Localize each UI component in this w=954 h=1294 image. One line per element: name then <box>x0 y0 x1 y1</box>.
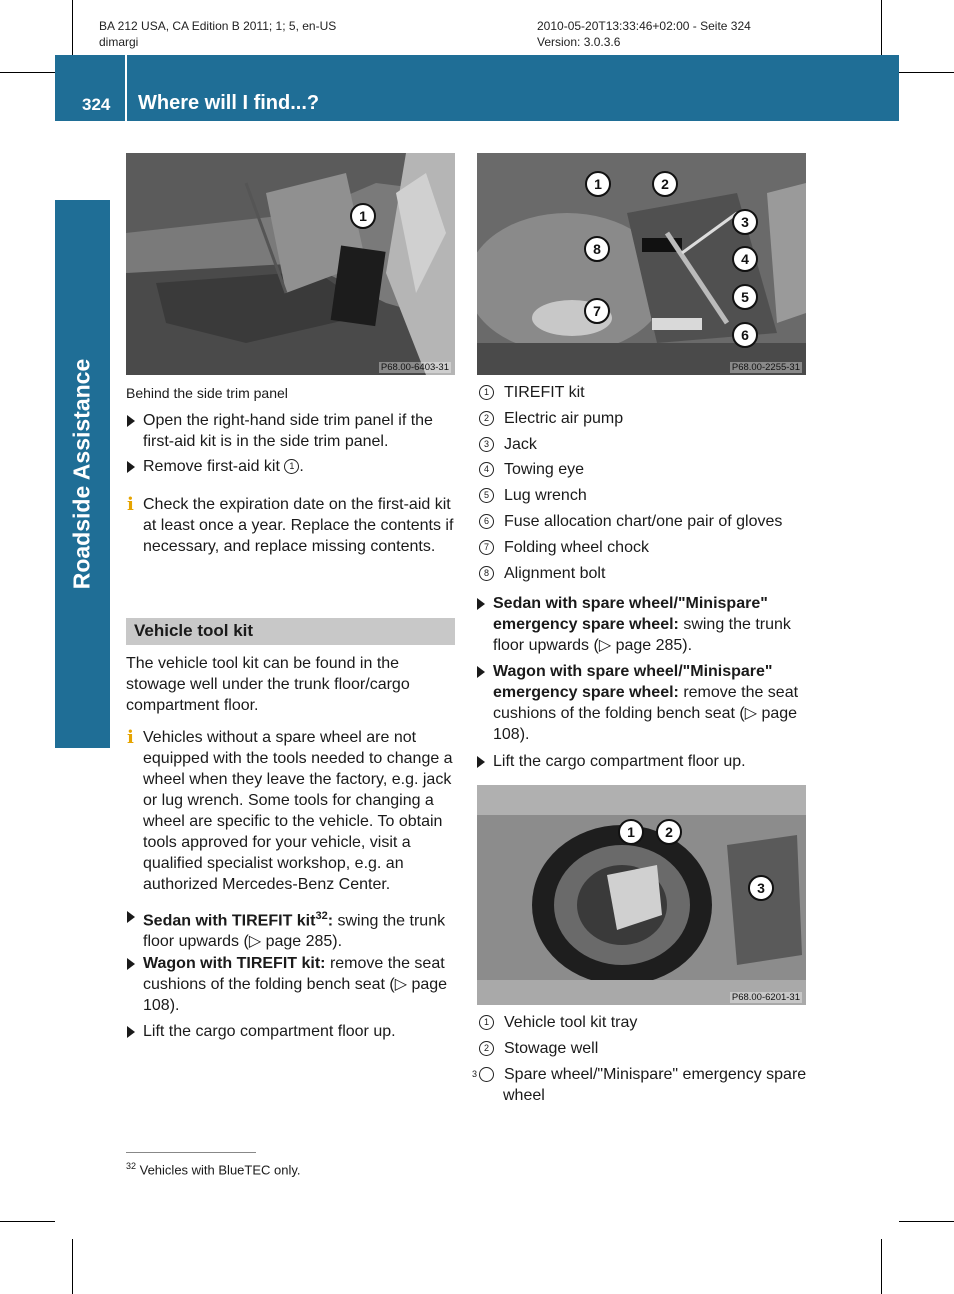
body-paragraph: The vehicle tool kit can be found in the stowage well under the trunk floor/cargo compartment floor. <box>126 655 410 714</box>
callout-marker: 1 <box>618 819 644 845</box>
legend-item <box>479 1038 598 1059</box>
instruction-step <box>143 456 458 477</box>
legend-item <box>479 1012 637 1033</box>
callout-marker: 2 <box>656 819 682 845</box>
info-note <box>127 727 459 895</box>
instruction-step <box>143 1021 459 1042</box>
legend-item <box>479 459 584 480</box>
instruction-step <box>143 410 458 452</box>
info-text: Check the expiration date on the first-aid kit at least once a year. Replace the contents if necessary, and replace missing contents. <box>143 496 454 555</box>
callout-marker: 7 <box>584 298 610 324</box>
step-arrow-icon <box>477 666 485 678</box>
legend-item <box>479 434 537 455</box>
legend-item <box>479 563 605 584</box>
crop-mark <box>881 0 882 55</box>
step-arrow-icon <box>477 598 485 610</box>
callout-marker: 2 <box>652 171 678 197</box>
instruction-step <box>143 906 459 952</box>
legend-number: 7 <box>479 540 494 555</box>
instruction-step <box>493 593 809 656</box>
step-bold: Sedan with spare wheel/"Minispare" emergency spare wheel: <box>493 595 768 633</box>
legend-text: Jack <box>504 436 537 453</box>
step-text: remove the seat cushions of the folding bench seat (▷ page 108). <box>493 684 799 743</box>
page-number: 324 <box>82 95 111 114</box>
info-icon: i <box>127 727 134 748</box>
first-aid-kit-photo <box>126 153 455 375</box>
legend-item <box>471 1064 813 1106</box>
step-bold-colon: : <box>327 912 334 930</box>
step-text: remove the seat cushions of the folding bench seat (▷ page 108). <box>143 955 448 1014</box>
callout-marker: 1 <box>585 171 611 197</box>
spare-wheel-photo <box>477 785 806 1005</box>
footnote-rule <box>126 1152 256 1153</box>
legend-number: 2 <box>479 411 494 426</box>
legend-number: 4 <box>479 462 494 477</box>
legend-number: 5 <box>479 488 494 503</box>
legend-number: 1 <box>479 1015 494 1030</box>
step-arrow-icon <box>127 958 135 970</box>
print-meta-left <box>99 18 336 50</box>
footnote <box>126 1158 301 1178</box>
legend-item <box>479 382 585 403</box>
callout-marker: 1 <box>350 203 376 229</box>
legend-item <box>479 511 782 532</box>
instruction-step <box>493 751 809 772</box>
step-arrow-icon <box>127 415 135 427</box>
figure-code: P68.00-6201-31 <box>731 992 800 1003</box>
tool-kit-photo <box>477 153 806 375</box>
legend-text: Vehicle tool kit tray <box>504 1014 638 1031</box>
meta-line: BA 212 USA, CA Edition B 2011; 1; 5, en-US <box>99 19 337 33</box>
step-bold: Wagon with spare wheel/"Minispare" emergency spare wheel: <box>493 663 773 701</box>
footnote-number: 32 <box>126 1161 137 1171</box>
step-arrow-icon <box>477 756 485 768</box>
legend-text: Folding wheel chock <box>504 539 649 556</box>
callout-marker: 4 <box>732 246 758 272</box>
legend-number: 2 <box>479 1041 494 1056</box>
legend-text: Stowage well <box>504 1040 599 1057</box>
section-heading <box>126 618 455 645</box>
crop-mark <box>899 72 954 73</box>
figure-caption: Behind the side trim panel <box>126 385 288 401</box>
step-text: Lift the cargo compartment floor up. <box>143 1023 396 1040</box>
crop-mark <box>0 1221 55 1222</box>
step-arrow-icon <box>127 1026 135 1038</box>
callout-marker: 5 <box>732 284 758 310</box>
legend-text: Spare wheel/"Minispare" emergency spare wheel <box>503 1066 807 1104</box>
step-text: swing the trunk floor upwards (▷ page 285). <box>493 616 791 654</box>
legend-text: Towing eye <box>504 461 585 478</box>
meta-line: Version: 3.0.3.6 <box>537 35 621 49</box>
step-text-end: . <box>299 458 304 475</box>
section-title: Vehicle tool kit <box>134 621 254 640</box>
step-text: Lift the cargo compartment floor up. <box>493 753 746 770</box>
crop-mark <box>0 72 55 73</box>
legend-text: Alignment bolt <box>504 565 606 582</box>
figure-code: P68.00-6403-31 <box>380 362 449 373</box>
instruction-step <box>493 661 809 745</box>
legend-number: 8 <box>479 566 494 581</box>
crop-mark <box>899 1221 954 1222</box>
legend-number: 3 <box>479 437 494 452</box>
info-text: Vehicles without a spare wheel are not equipped with the tools needed to change a wheel when they leave the factory, e.g. jack or lug wrench. Some tools for changing a wheel are specific to the vehicle. To obtain tools approved for your vehicle, visit a qualified specialist workshop, e.g. an authorized Mercedes-Benz Center. <box>143 729 453 893</box>
page-title: Where will I find...? <box>138 92 320 114</box>
step-bold: Sedan with TIREFIT kit <box>143 912 316 930</box>
callout-marker: 3 <box>748 875 774 901</box>
legend-number: 6 <box>479 514 494 529</box>
callout-marker: 8 <box>584 236 610 262</box>
info-note <box>127 494 459 557</box>
instruction-step <box>143 953 459 1016</box>
legend-number: 1 <box>479 385 494 400</box>
legend-text: Lug wrench <box>504 487 587 504</box>
meta-line: 2010-05-20T13:33:46+02:00 - Seite 324 <box>537 19 751 33</box>
figure-code: P68.00-2255-31 <box>731 362 800 373</box>
step-bold: Wagon with TIREFIT kit: <box>143 955 326 972</box>
step-arrow-icon <box>127 461 135 473</box>
info-icon: i <box>127 494 134 515</box>
step-text: Open the right-hand side trim panel if the first-aid kit is in the side trim panel. <box>143 412 433 450</box>
legend-item <box>479 537 649 558</box>
crop-mark <box>881 1239 882 1294</box>
callout-ref: 1 <box>284 459 299 474</box>
legend-text: TIREFIT kit <box>504 384 585 401</box>
footnote-ref: 32 <box>315 910 328 922</box>
step-text: Remove first-aid kit <box>143 458 285 475</box>
crop-mark <box>72 0 73 55</box>
footnote-text: Vehicles with BlueTEC only. <box>136 1162 301 1178</box>
legend-text: Electric air pump <box>504 410 624 427</box>
callout-marker: 6 <box>732 322 758 348</box>
legend-item <box>479 408 623 429</box>
header-divider <box>125 55 127 121</box>
callout-marker: 3 <box>732 209 758 235</box>
step-text: swing the trunk floor upwards (▷ page 285). <box>143 912 446 951</box>
crop-mark <box>72 1239 73 1294</box>
legend-number: 3 <box>479 1067 494 1082</box>
step-arrow-icon <box>127 911 135 923</box>
legend-item <box>479 485 587 506</box>
print-meta-right <box>537 18 751 50</box>
legend-text: Fuse allocation chart/one pair of gloves <box>504 513 783 530</box>
meta-line: dimargi <box>99 35 139 49</box>
side-tab-label: Roadside Assistance <box>68 358 95 590</box>
